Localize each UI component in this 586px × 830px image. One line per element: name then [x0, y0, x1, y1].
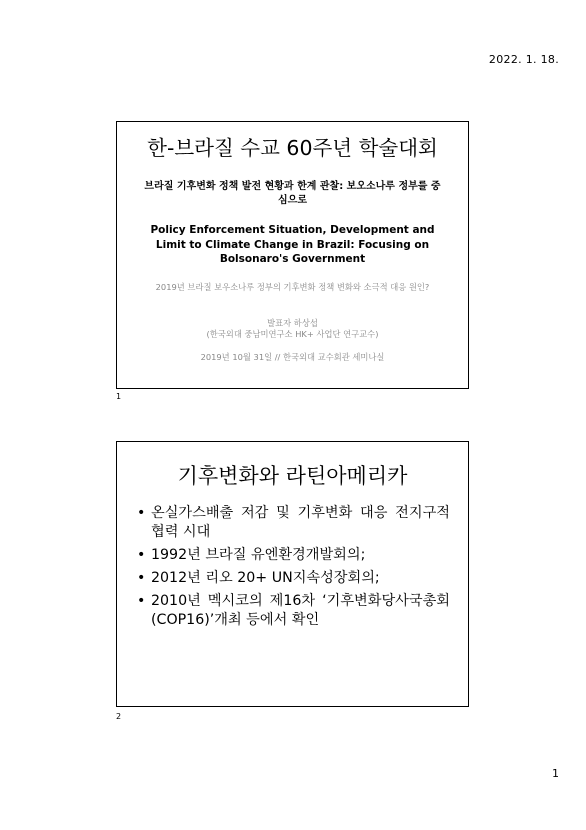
page-number: 1: [552, 767, 559, 780]
list-item-text: 2012년 리오 20+ UN지속성장회의;: [151, 570, 380, 586]
slide-2: [116, 441, 469, 707]
slide-1-number: 1: [116, 392, 122, 401]
bullet-icon: •: [137, 505, 146, 521]
list-item: [137, 546, 450, 565]
slide-1-subtitle-english: Policy Enforcement Situation, Development and Limit to Climate Change in Brazil: Focusing on Bolsonaro's Government: [150, 224, 435, 265]
list-item-text: 2010년 멕시코의 제16차 ‘기후변화당사국총회(COP16)’개최 등에서 확인: [151, 593, 450, 628]
slide-1-subtitle-korean: 브라질 기후변화 정책 발전 현황과 한계 관찰: 보오소나루 정부를 중심으로: [144, 181, 441, 206]
document-date: 2022. 1. 18.: [488, 53, 559, 66]
list-item-text: 온실가스배출 저감 및 기후변화 대응 전지구적 협력 시대: [151, 505, 450, 540]
bullet-icon: •: [137, 547, 146, 563]
slide-1-title: 한-브라질 수교 60주년 학술대회: [147, 136, 438, 160]
slide-1-presenter: 발표자 하상섭: [267, 318, 318, 328]
slide-2-number: 2: [116, 712, 122, 721]
list-item: [137, 569, 450, 588]
bullet-icon: •: [137, 570, 146, 586]
slide-2-title: 기후변화와 라틴아메리카: [177, 464, 408, 488]
bullet-icon: •: [137, 593, 146, 609]
list-item: [137, 504, 450, 542]
slide-1-research-question: 2019년 브라질 보우소나루 정부의 기후변화 정책 변화와 소극적 대응 원인?: [155, 282, 430, 292]
slide-2-bullet-list: [137, 504, 450, 634]
list-item-text: 1992년 브라질 유엔환경개발회의;: [151, 547, 366, 563]
slide-1-date-venue: 2019년 10월 31일 // 한국외대 교수회관 세미나실: [200, 352, 385, 362]
list-item: [137, 592, 450, 630]
slide-1: [116, 121, 469, 389]
slide-1-affiliation: (한국외대 중남미연구소 HK+ 사업단 연구교수): [206, 329, 379, 339]
